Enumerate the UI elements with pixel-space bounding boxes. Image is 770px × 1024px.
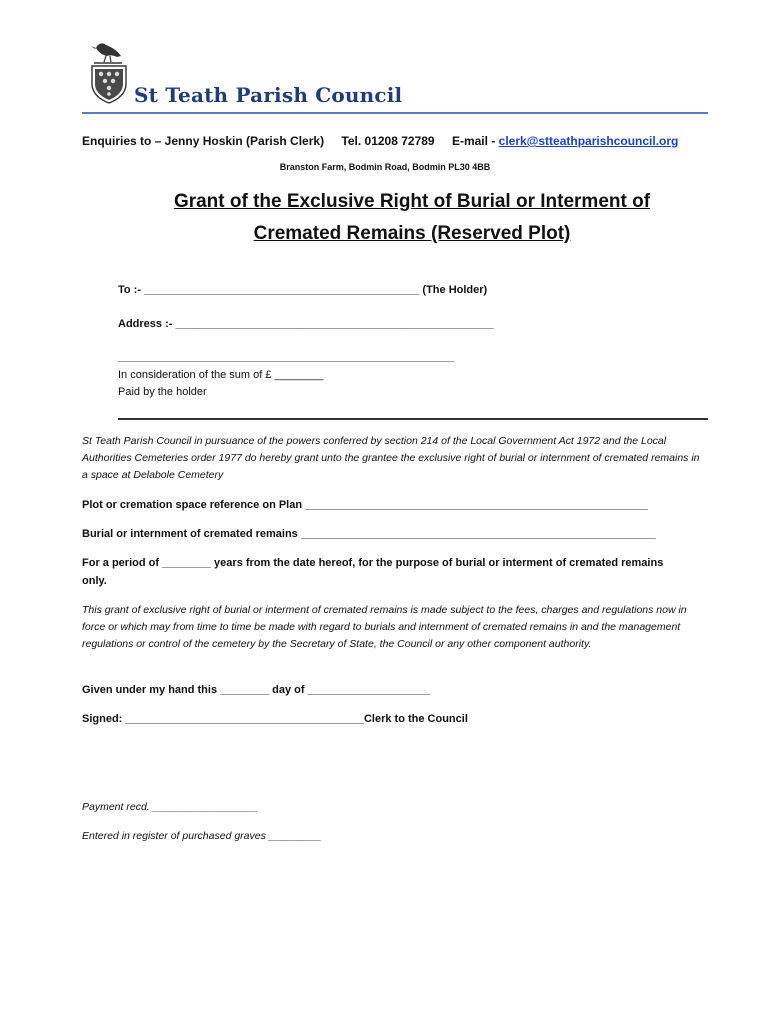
paid-by-holder: Paid by the holder bbox=[118, 386, 207, 398]
period-line-1: For a period of ________ years from the date hereof, for the purpose of burial or interment of cremated remains bbox=[82, 557, 664, 569]
section-divider bbox=[118, 418, 708, 420]
chough-bird-icon bbox=[91, 43, 122, 63]
email-label: E-mail - bbox=[451, 134, 499, 148]
register-entry-field: Entered in register of purchased graves _________ bbox=[82, 830, 322, 842]
holder-address-line-2: _______________________________________________________ bbox=[118, 351, 455, 363]
grant-conditions: This grant of exclusive right of burial or interment of cremated remains is made subject to the fees, charges and regulations now in force or which may from time to time be made with regard to burials and internment of cremated remains in and the management regulations or control of the cemetery by the Secretary of State, the Council or any other component authority. bbox=[82, 604, 687, 650]
signed-field: Signed: _______________________________________Clerk to the Council bbox=[82, 713, 468, 725]
plot-reference-field: Plot or cremation space reference on Plan ________________________________________________________ bbox=[82, 499, 648, 511]
consideration-sum: In consideration of the sum of £ ________ bbox=[118, 369, 324, 381]
enquiries-contact: Enquiries to – Jenny Hoskin (Parish Clerk) bbox=[82, 134, 325, 148]
shield-icon bbox=[92, 66, 126, 103]
enquiries-line bbox=[82, 134, 678, 148]
grant-statement: St Teath Parish Council in pursuance of the powers conferred by section 214 of the Local Government Act 1972 and the Local Authorities Cemeteries order 1977 do hereby grant unto the grantee the exclusive right of burial or internment of cremated remains in a space at Delabole Cemetery bbox=[82, 435, 700, 481]
council-name: St Teath Parish Council bbox=[134, 83, 403, 107]
postal-address: Branston Farm, Bodmin Road, Bodmin PL30 4BB bbox=[279, 162, 491, 172]
title-line-2: Cremated Remains (Reserved Plot) bbox=[253, 223, 571, 244]
period-line-2: only. bbox=[82, 575, 107, 587]
telephone: Tel. 01208 72789 bbox=[341, 134, 435, 148]
document-title bbox=[82, 186, 742, 250]
title-line-1: Grant of the Exclusive Right of Burial or Interment of bbox=[173, 191, 651, 212]
holder-address-field: Address :- ____________________________________________________ bbox=[118, 318, 494, 330]
burial-field: Burial or internment of cremated remains __________________________________________________________ bbox=[82, 528, 656, 540]
payment-received-field: Payment recd. __________________ bbox=[82, 801, 258, 813]
header-divider bbox=[82, 112, 708, 114]
given-under-hand-field: Given under my hand this ________ day of ____________________ bbox=[82, 684, 430, 696]
email-link[interactable]: clerk@stteathparishcouncil.org bbox=[498, 134, 679, 148]
holder-to-field: To :- _____________________________________________ (The Holder) bbox=[118, 284, 488, 296]
council-crest-logo bbox=[86, 34, 132, 104]
